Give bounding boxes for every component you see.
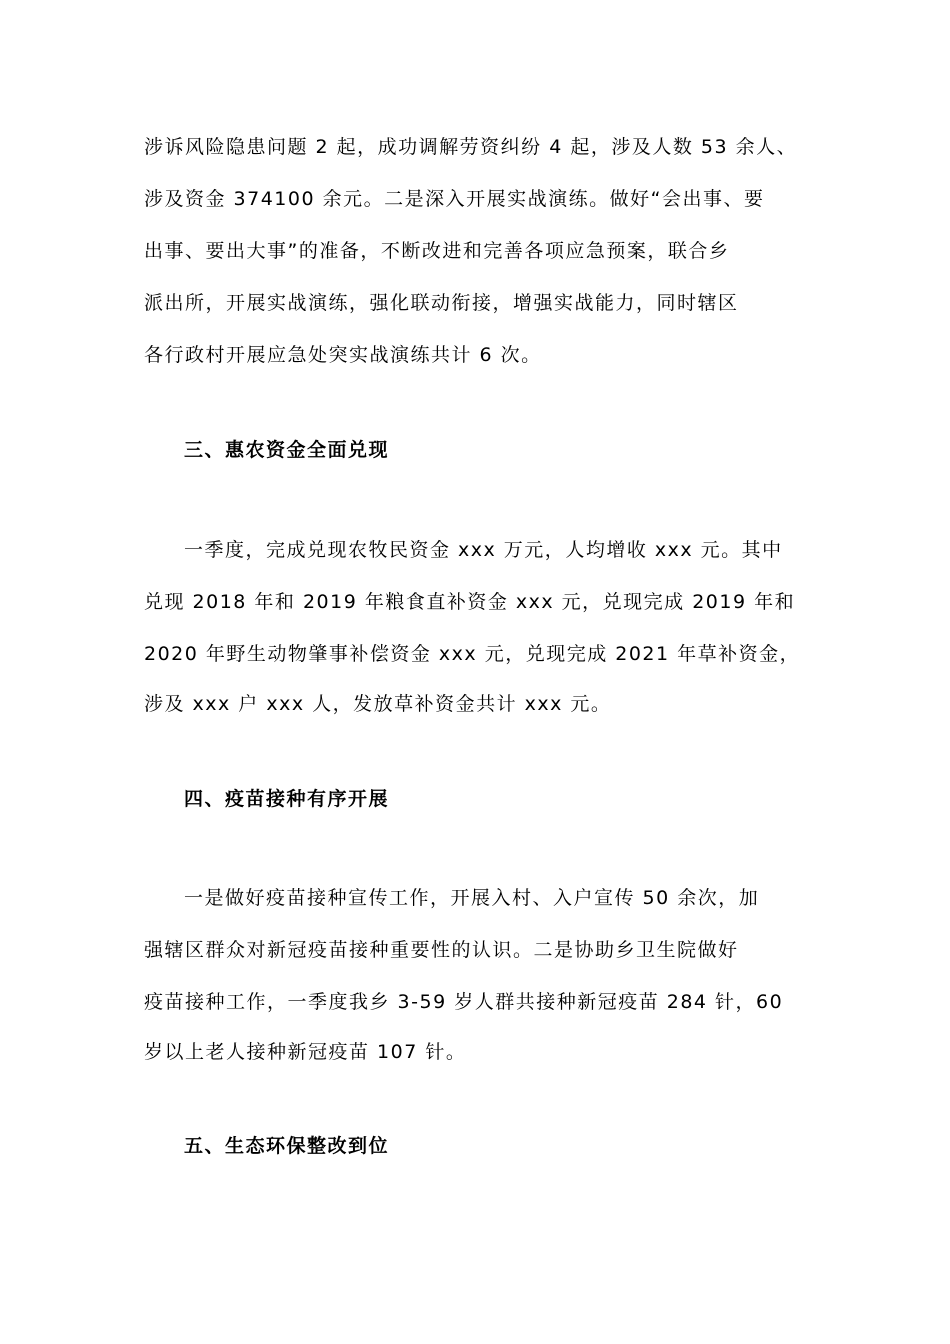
section-heading-3: 三、惠农资金全面兑现 [184, 439, 390, 461]
paragraph-line: 涉诉风险隐患问题 2 起，成功调解劳资纠纷 4 起，涉及人数 53 余人、 [144, 136, 798, 158]
paragraph-line: 疫苗接种工作，一季度我乡 3-59 岁人群共接种新冠疫苗 284 针，60 [144, 991, 784, 1013]
paragraph-line: 一是做好疫苗接种宣传工作，开展入村、入户宣传 50 余次，加 [184, 887, 760, 909]
section-heading-4: 四、疫苗接种有序开展 [184, 788, 390, 810]
paragraph-line: 出事、要出大事”的准备，不断改进和完善各项应急预案，联合乡 [144, 240, 730, 262]
paragraph-line: 岁以上老人接种新冠疫苗 107 针。 [144, 1041, 467, 1063]
paragraph-line: 各行政村开展应急处突实战演练共计 6 次。 [144, 344, 542, 366]
paragraph-line: 兑现 2018 年和 2019 年粮食直补资金 xxx 元，兑现完成 2019 年和 [144, 591, 796, 613]
paragraph-line: 涉及 xxx 户 xxx 人，发放草补资金共计 xxx 元。 [144, 693, 612, 715]
paragraph-line: 2020 年野生动物肇事补偿资金 xxx 元，兑现完成 2021 年草补资金， [144, 643, 801, 665]
paragraph-line: 派出所，开展实战演练，强化联动衔接，增强实战能力，同时辖区 [144, 292, 739, 314]
paragraph-line: 强辖区群众对新冠疫苗接种重要性的认识。二是协助乡卫生院做好 [144, 939, 739, 961]
section-heading-5: 五、生态环保整改到位 [184, 1135, 390, 1157]
paragraph-line: 涉及资金 374100 余元。二是深入开展实战演练。做好“会出事、要 [144, 188, 765, 210]
paragraph-line: 一季度，完成兑现农牧民资金 xxx 万元，人均增收 xxx 元。其中 [184, 539, 783, 561]
